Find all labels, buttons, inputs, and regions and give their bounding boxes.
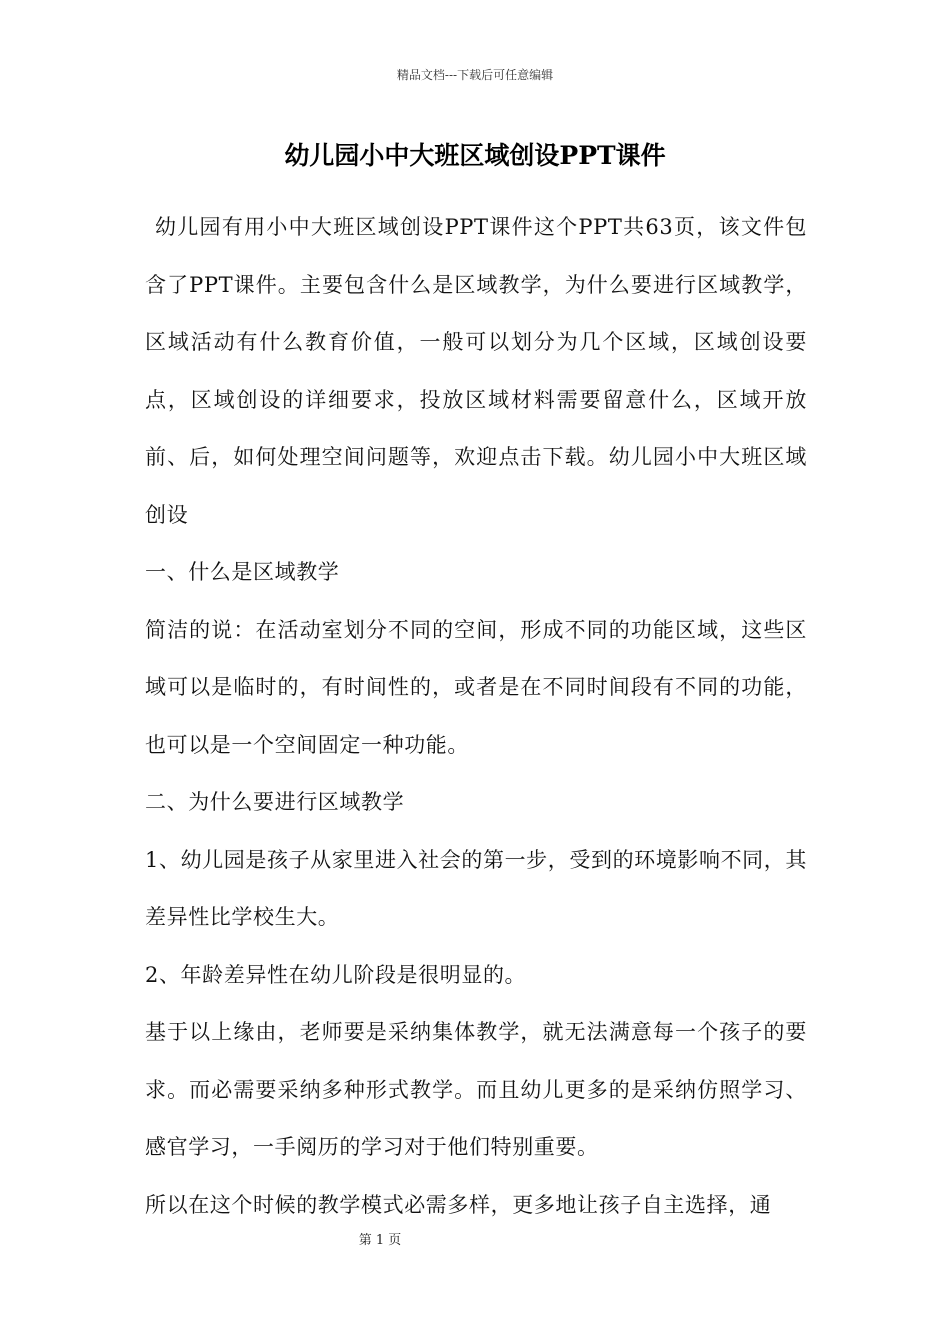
section-heading-1: 一、什么是区域教学 — [145, 560, 340, 584]
paragraph-reason-2: 2、年龄差异性在幼儿阶段是很明显的。 — [145, 962, 527, 987]
document-body — [145, 199, 807, 1234]
paragraph-definition: 简洁的说：在活动室划分不同的空间，形成不同的功能区域，这些区域可以是临时的，有时间性的，或者是在不同时间段有不同的功能，也可以是一个空间固定一种功能。 — [145, 617, 807, 757]
paragraph-continuation: 所以在这个时候的教学模式必需多样，更多地让孩子自主选择，通 — [145, 1192, 772, 1217]
document-title: 幼儿园小中大班区域创设PPT课件 — [284, 141, 666, 170]
page-header-note: 精品文档---下载后可任意编辑 — [396, 68, 554, 82]
page-number: 第 1 页 — [358, 1233, 402, 1248]
paragraph-conclusion: 基于以上缘由，老师要是采纳集体教学，就无法满意每一个孩子的要求。而必需要采纳多种形式教学。而且幼儿更多的是采纳仿照学习、感官学习，一手阅历的学习对于他们特别重要。 — [145, 1020, 807, 1159]
intro-paragraph: 幼儿园有用小中大班区域创设PPT课件这个PPT共63页，该文件包含了PPT课件。主要包含什么是区域教学，为什么要进行区域教学，区域活动有什么教育价值，一般可以划分为几个区域，区域创设要点，区域创设的详细要求，投放区域材料需要留意什么，区域开放前、后，如何处理空间问题等，欢迎点击下载。幼儿园小中大班区域创设 — [145, 215, 807, 527]
paragraph-reason-1: 1、幼儿园是孩子从家里进入社会的第一步，受到的环境影响不同，其差异性比学校生大。 — [145, 847, 807, 929]
section-heading-2: 二、为什么要进行区域教学 — [145, 790, 405, 814]
